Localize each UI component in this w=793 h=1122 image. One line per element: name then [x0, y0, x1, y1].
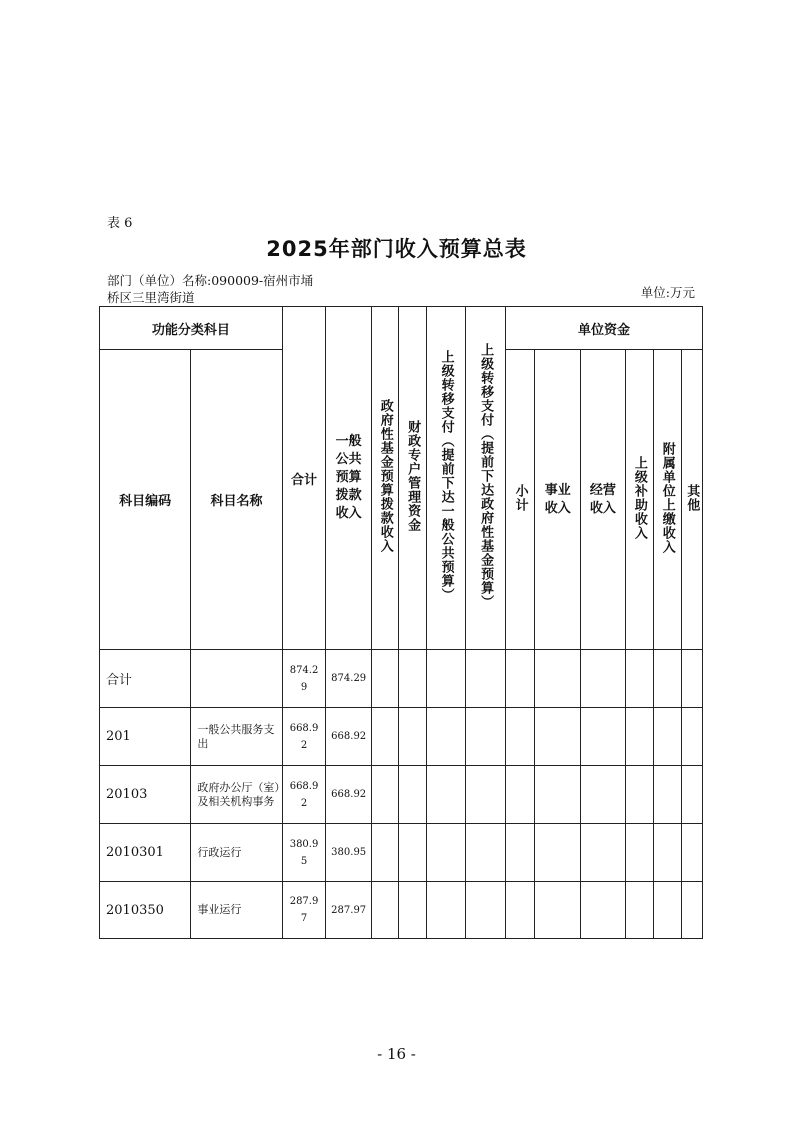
row-total: 668.92 [282, 708, 326, 766]
row-total: 874.29 [282, 650, 326, 708]
empty-cell [426, 650, 466, 708]
empty-cell [505, 766, 534, 824]
empty-cell [399, 882, 426, 939]
unit-label: 单位:万元 [640, 285, 695, 300]
empty-cell [399, 708, 426, 766]
budget-table [99, 306, 703, 939]
empty-cell [581, 708, 626, 766]
row-code: 20103 [100, 766, 191, 824]
empty-cell [581, 766, 626, 824]
empty-cell [505, 882, 534, 939]
empty-cell [372, 882, 399, 939]
empty-cell [681, 766, 703, 824]
row-general: 874.29 [326, 650, 372, 708]
header-name: 科目名称 [191, 350, 282, 650]
empty-cell [681, 708, 703, 766]
header-general-budget-line-2: 公共 [335, 452, 362, 467]
row-code: 2010350 [100, 882, 191, 939]
empty-cell [426, 708, 466, 766]
header-business-income-line-1: 事业 [544, 482, 571, 498]
empty-cell [372, 766, 399, 824]
header-transfer-general-text: 上级转移支付（提前下达一般公共预算） [438, 350, 454, 602]
empty-cell [505, 650, 534, 708]
empty-cell [654, 708, 681, 766]
empty-cell [625, 824, 653, 882]
header-unit-funds: 单位资金 [505, 307, 702, 350]
header-special-fund-text: 财政专户管理资金 [405, 420, 421, 532]
empty-cell [654, 882, 681, 939]
header-code: 科目编码 [100, 350, 191, 650]
row-general: 668.92 [326, 766, 372, 824]
header-general-budget-line-5: 收入 [335, 506, 362, 521]
row-general: 668.92 [326, 708, 372, 766]
empty-cell [466, 650, 506, 708]
page-title: 2025年部门收入预算总表 [266, 237, 527, 261]
row-total: 668.92 [282, 766, 326, 824]
row-code: 合计 [100, 650, 191, 708]
department-line-1: 部门（单位）名称:090009-宿州市埇 [107, 273, 314, 288]
header-special-fund [399, 307, 426, 650]
empty-cell [399, 766, 426, 824]
empty-cell [426, 882, 466, 939]
header-transfer-general [426, 307, 466, 650]
empty-cell [654, 766, 681, 824]
department-line-2: 桥区三里湾街道 [107, 290, 195, 305]
row-name: 事业运行 [191, 882, 282, 939]
row-code: 201 [100, 708, 191, 766]
empty-cell [426, 824, 466, 882]
header-other-text: 其他 [684, 483, 700, 512]
empty-cell [654, 824, 681, 882]
empty-cell [625, 708, 653, 766]
header-row-1 [100, 307, 703, 350]
empty-cell [654, 650, 681, 708]
empty-cell [426, 766, 466, 824]
empty-cell [581, 882, 626, 939]
header-subtotal [505, 350, 534, 650]
empty-cell [681, 882, 703, 939]
empty-cell [535, 708, 581, 766]
department-info [107, 272, 337, 306]
table-row [100, 882, 703, 939]
table-row [100, 650, 703, 708]
empty-cell [625, 650, 653, 708]
table-row [100, 766, 703, 824]
row-name: 政府办公厅（室）及相关机构事务 [191, 766, 282, 824]
table-row [100, 824, 703, 882]
empty-cell [372, 708, 399, 766]
header-business-income [535, 350, 581, 650]
empty-cell [505, 708, 534, 766]
empty-cell [581, 650, 626, 708]
empty-cell [505, 824, 534, 882]
row-name: 一般公共服务支出 [191, 708, 282, 766]
row-total: 287.97 [282, 882, 326, 939]
empty-cell [535, 650, 581, 708]
empty-cell [535, 882, 581, 939]
header-gov-fund-text: 政府性基金预算拨款收入 [377, 399, 393, 553]
empty-cell [466, 824, 506, 882]
header-operating-income-line-1: 经营 [589, 482, 616, 498]
empty-cell [466, 882, 506, 939]
header-general-budget [326, 307, 372, 650]
row-general: 380.95 [326, 824, 372, 882]
header-transfer-fund-text: 上级转移支付（提前下达政府性基金预算） [478, 343, 494, 609]
empty-cell [466, 708, 506, 766]
table-row [100, 708, 703, 766]
header-operating-income-line-2: 收入 [589, 500, 616, 516]
header-business-income-line-2: 收入 [544, 500, 571, 516]
empty-cell [466, 766, 506, 824]
row-general: 287.97 [326, 882, 372, 939]
empty-cell [399, 824, 426, 882]
header-superior-subsidy [625, 350, 653, 650]
row-name [191, 650, 282, 708]
row-total: 380.95 [282, 824, 326, 882]
header-transfer-fund [466, 307, 506, 650]
empty-cell [625, 882, 653, 939]
header-subtotal-text: 小计 [512, 483, 528, 512]
empty-cell [372, 650, 399, 708]
row-name: 行政运行 [191, 824, 282, 882]
header-other [681, 350, 703, 650]
header-general-budget-line-3: 预算 [335, 470, 362, 485]
empty-cell [681, 824, 703, 882]
empty-cell [681, 650, 703, 708]
page-number: - 16 - [377, 1045, 416, 1063]
header-total: 合计 [282, 307, 326, 650]
empty-cell [399, 650, 426, 708]
header-superior-subsidy-text: 上级补助收入 [631, 455, 647, 540]
header-affiliated-income [654, 350, 681, 650]
row-code: 2010301 [100, 824, 191, 882]
table-label: 表 6 [107, 216, 133, 231]
header-general-budget-line-4: 拨款 [335, 488, 362, 503]
header-operating-income [581, 350, 626, 650]
empty-cell [581, 824, 626, 882]
empty-cell [535, 766, 581, 824]
header-affiliated-income-text: 附属单位上缴收入 [659, 441, 675, 554]
header-general-budget-line-1: 一般 [335, 434, 362, 449]
empty-cell [535, 824, 581, 882]
header-gov-fund [372, 307, 399, 650]
header-functional-category: 功能分类科目 [100, 307, 283, 350]
empty-cell [372, 824, 399, 882]
empty-cell [625, 766, 653, 824]
